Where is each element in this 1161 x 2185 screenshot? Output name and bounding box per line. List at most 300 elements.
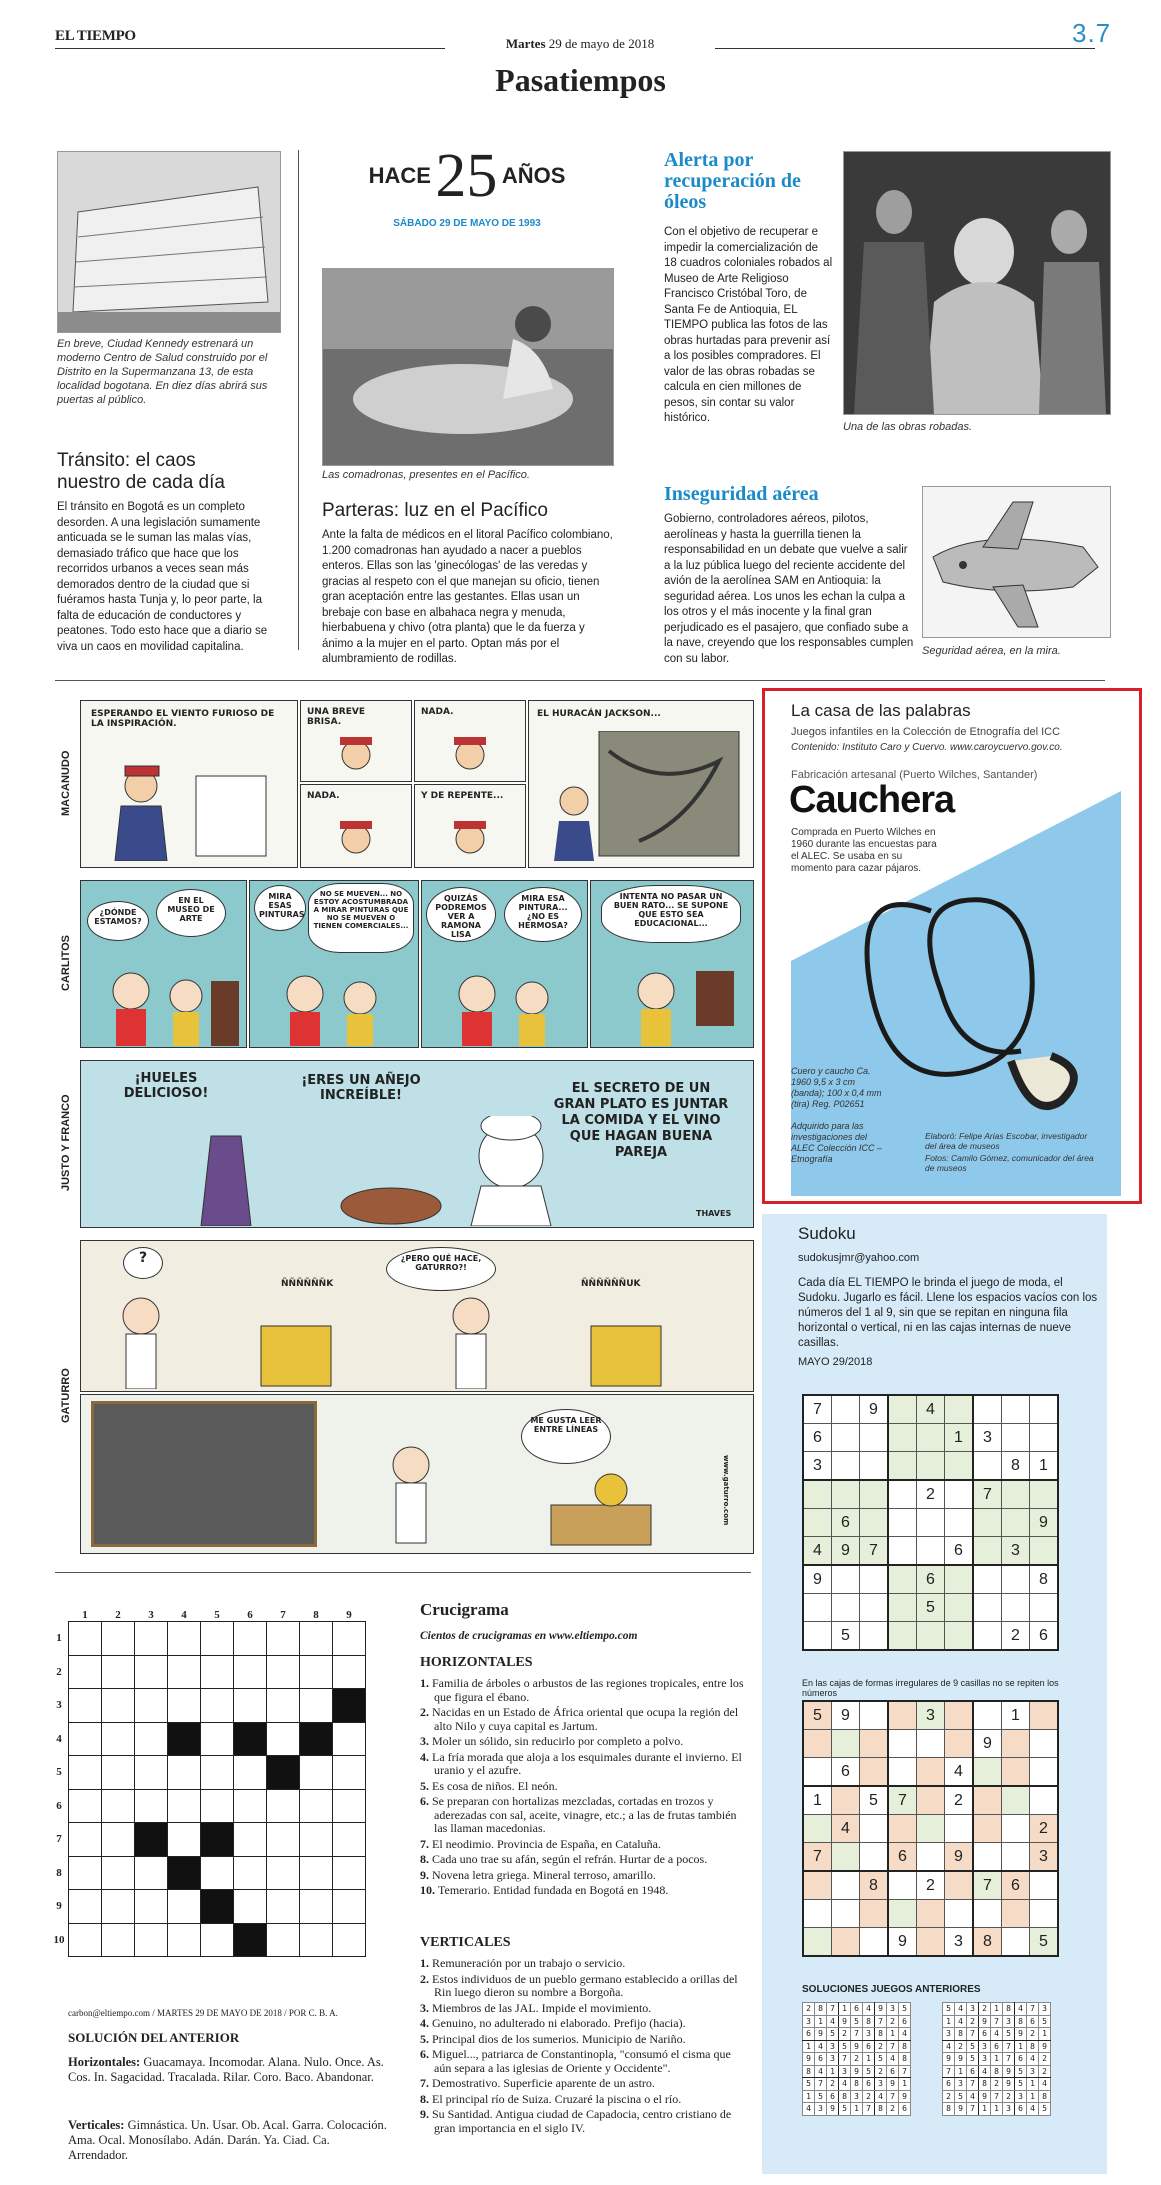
sudoku-cell[interactable] xyxy=(973,1452,1002,1481)
sudoku-cell[interactable]: 2 xyxy=(945,1786,974,1815)
crossword-cell[interactable] xyxy=(135,1856,168,1890)
sudoku-cell[interactable]: 2 xyxy=(1002,1622,1030,1651)
sudoku-cell[interactable]: 6 xyxy=(803,1424,832,1452)
solution-cell: 3 xyxy=(863,2028,875,2041)
sudoku-cell[interactable] xyxy=(803,1730,832,1758)
sudoku-cell[interactable] xyxy=(888,1509,917,1537)
sudoku-cell[interactable] xyxy=(917,1758,945,1787)
clue-number: 6. xyxy=(420,1794,432,1808)
sudoku-cell[interactable]: 6 xyxy=(1030,1622,1059,1651)
sudoku-cell[interactable] xyxy=(917,1509,945,1537)
solution-cell: 8 xyxy=(803,2065,815,2078)
crossword-cell[interactable] xyxy=(135,1789,168,1823)
sudoku-cell[interactable] xyxy=(860,1509,889,1537)
crossword-cell[interactable] xyxy=(300,1789,333,1823)
crossword-row-number: 2 xyxy=(56,1665,62,1678)
sudoku-cell[interactable] xyxy=(888,1758,917,1787)
crossword-grid[interactable] xyxy=(50,1605,366,1957)
sudoku-cell[interactable] xyxy=(973,1509,1002,1537)
sudoku-cell[interactable] xyxy=(1002,1815,1030,1843)
sudoku-cell[interactable] xyxy=(832,1594,860,1622)
sudoku-cell[interactable]: 3 xyxy=(945,1928,974,1957)
sudoku-cell[interactable]: 7 xyxy=(803,1395,832,1424)
sudoku-cell[interactable]: 3 xyxy=(973,1424,1002,1452)
sudoku-cell[interactable]: 3 xyxy=(1002,1537,1030,1566)
justo-bubble-1: ¡HUELES DELICIOSO! xyxy=(123,1071,209,1101)
crossword-cell[interactable] xyxy=(333,1622,366,1656)
sudoku-cell[interactable] xyxy=(1030,1594,1059,1622)
crossword-row xyxy=(50,1789,366,1823)
sudoku-cell[interactable]: 6 xyxy=(917,1565,945,1594)
sudoku-cell[interactable]: 9 xyxy=(888,1928,917,1957)
sudoku-cell[interactable] xyxy=(888,1424,917,1452)
sudoku-cell[interactable]: 5 xyxy=(832,1622,860,1651)
solution-cell: 7 xyxy=(815,2078,827,2091)
crossword-cell[interactable] xyxy=(333,1923,366,1957)
sudoku-row xyxy=(803,1395,1058,1424)
clue-text: Familia de árboles o arbustos de las regiones tropicales, entre los que figura el ébano. xyxy=(432,1676,744,1704)
sudoku-cell[interactable] xyxy=(945,1565,974,1594)
crossword-cell[interactable] xyxy=(69,1622,102,1656)
crossword-cell[interactable] xyxy=(267,1655,300,1689)
sudoku-cell[interactable] xyxy=(860,1928,889,1957)
crossword-cell[interactable] xyxy=(168,1890,201,1924)
sudoku-cell[interactable] xyxy=(888,1480,917,1509)
crossword-col-number: 2 xyxy=(115,1609,121,1621)
sudoku-row xyxy=(803,1815,1058,1843)
sudoku-cell[interactable]: 4 xyxy=(803,1537,832,1566)
sudoku-cell[interactable] xyxy=(917,1786,945,1815)
crossword-cell[interactable] xyxy=(135,1722,168,1756)
justo-label: JUSTO Y FRANCO xyxy=(60,1094,72,1192)
sudoku-cell[interactable] xyxy=(832,1871,860,1900)
crossword-cell[interactable] xyxy=(267,1823,300,1857)
sudoku-cell[interactable] xyxy=(803,1480,832,1509)
sudoku-cell[interactable] xyxy=(860,1843,889,1872)
sudoku-cell[interactable] xyxy=(945,1900,974,1928)
crossword-cell[interactable] xyxy=(234,1856,267,1890)
sudoku-cell[interactable] xyxy=(888,1730,917,1758)
crossword-cell[interactable] xyxy=(168,1789,201,1823)
solution-cell: 1 xyxy=(815,2015,827,2028)
sudoku-cell[interactable] xyxy=(1002,1928,1030,1957)
crossword-cell[interactable] xyxy=(102,1722,135,1756)
sudoku-cell[interactable] xyxy=(860,1565,889,1594)
sudoku-cell[interactable]: 5 xyxy=(860,1786,889,1815)
sudoku-cell[interactable]: 4 xyxy=(832,1815,860,1843)
solution-cell: 9 xyxy=(1003,2078,1015,2091)
sudoku-cell[interactable] xyxy=(860,1452,889,1481)
crossword-cell[interactable] xyxy=(267,1622,300,1656)
sudoku-cell[interactable] xyxy=(832,1452,860,1481)
crossword-cell[interactable] xyxy=(135,1890,168,1924)
sudoku-cell[interactable]: 6 xyxy=(1002,1871,1030,1900)
sudoku-cell[interactable] xyxy=(973,1843,1002,1872)
crossword-cell[interactable] xyxy=(300,1622,333,1656)
crossword-black-cell xyxy=(168,1722,201,1756)
sudoku-cell[interactable] xyxy=(888,1900,917,1928)
crossword-cell[interactable] xyxy=(300,1923,333,1957)
sudoku-cell[interactable] xyxy=(832,1424,860,1452)
crossword-cell[interactable] xyxy=(102,1856,135,1890)
crossword-cell[interactable] xyxy=(300,1689,333,1723)
sudoku-cell[interactable]: 5 xyxy=(917,1594,945,1622)
sudoku-cell[interactable] xyxy=(1002,1509,1030,1537)
sudoku-cell[interactable]: 7 xyxy=(803,1843,832,1872)
sudoku-cell[interactable]: 3 xyxy=(917,1701,945,1730)
sudoku-cell[interactable] xyxy=(860,1900,889,1928)
sudoku-cell[interactable] xyxy=(973,1815,1002,1843)
sudoku-cell[interactable] xyxy=(1002,1900,1030,1928)
sudoku-cell[interactable] xyxy=(803,1928,832,1957)
sudoku-cell[interactable] xyxy=(803,1594,832,1622)
sudoku-cell[interactable] xyxy=(945,1815,974,1843)
solution-cell: 3 xyxy=(943,2028,955,2041)
sudoku-cell[interactable]: 1 xyxy=(803,1786,832,1815)
sudoku-cell[interactable]: 9 xyxy=(945,1843,974,1872)
sudoku-cell[interactable] xyxy=(945,1730,974,1758)
sudoku-cell[interactable] xyxy=(1030,1900,1059,1928)
sudoku-cell[interactable] xyxy=(1030,1871,1059,1900)
sudoku-cell[interactable]: 7 xyxy=(860,1537,889,1566)
sudoku-cell[interactable] xyxy=(973,1758,1002,1787)
clue-text: Su Santidad. Antigua ciudad de Capadocia, centro cristiano de gran importancia en el siglo IV. xyxy=(432,2107,732,2135)
sudoku-cell[interactable] xyxy=(1002,1758,1030,1787)
solution-cell: 7 xyxy=(1003,2040,1015,2053)
crossword-cell[interactable] xyxy=(300,1756,333,1790)
sudoku-cell[interactable] xyxy=(803,1900,832,1928)
crossword-cell[interactable] xyxy=(102,1689,135,1723)
sudoku-cell[interactable] xyxy=(860,1480,889,1509)
sudoku-cell[interactable] xyxy=(945,1395,974,1424)
solution-cell: 9 xyxy=(1015,2028,1027,2041)
crossword-cell[interactable] xyxy=(234,1655,267,1689)
sudoku-cell[interactable] xyxy=(832,1395,860,1424)
crossword-row-number: 10 xyxy=(53,1933,65,1946)
crossword-cell[interactable] xyxy=(69,1689,102,1723)
crossword-cell[interactable] xyxy=(69,1923,102,1957)
sudoku-cell[interactable] xyxy=(888,1452,917,1481)
sudoku-cell[interactable] xyxy=(888,1565,917,1594)
sudoku-cell[interactable] xyxy=(888,1537,917,1566)
sudoku-cell[interactable]: 7 xyxy=(888,1786,917,1815)
sudoku-cell[interactable] xyxy=(860,1622,889,1651)
crossword-cell[interactable] xyxy=(168,1756,201,1790)
crossword-cell[interactable] xyxy=(201,1789,234,1823)
solution-cell: 9 xyxy=(815,2028,827,2041)
crossword-cell[interactable] xyxy=(333,1789,366,1823)
crossword-cell[interactable] xyxy=(69,1756,102,1790)
sudoku-cell[interactable] xyxy=(1002,1730,1030,1758)
crossword-cell[interactable] xyxy=(201,1689,234,1723)
crossword-cell[interactable] xyxy=(333,1722,366,1756)
clue-text: Remuneración por un trabajo o servicio. xyxy=(432,1956,626,1970)
crossword-cell[interactable] xyxy=(234,1689,267,1723)
sudoku-cell[interactable] xyxy=(803,1871,832,1900)
crossword-row-number: 4 xyxy=(56,1732,62,1745)
hace-number: 25 xyxy=(435,142,498,210)
sudoku-cell[interactable] xyxy=(860,1701,889,1730)
sudoku-cell[interactable] xyxy=(917,1843,945,1872)
sudoku-cell[interactable] xyxy=(1002,1480,1030,1509)
sudoku-cell[interactable] xyxy=(860,1730,889,1758)
crossword-cell[interactable] xyxy=(102,1890,135,1924)
sudoku-cell[interactable] xyxy=(1030,1786,1059,1815)
sudoku-cell[interactable]: 8 xyxy=(1030,1565,1059,1594)
sudoku-cell[interactable]: 9 xyxy=(1030,1509,1059,1537)
crossword-row-number: 8 xyxy=(56,1866,62,1879)
crossword-cell[interactable] xyxy=(201,1856,234,1890)
solution-cell: 4 xyxy=(955,2003,967,2016)
solution-cell: 6 xyxy=(899,2103,911,2116)
crossword-cell[interactable] xyxy=(201,1722,234,1756)
solution-cell: 8 xyxy=(1039,2090,1051,2103)
crossword-cell[interactable] xyxy=(234,1823,267,1857)
sudoku-cell[interactable] xyxy=(917,1815,945,1843)
crossword-cell[interactable] xyxy=(69,1789,102,1823)
crossword-cell[interactable] xyxy=(234,1622,267,1656)
sudoku-cell[interactable] xyxy=(945,1452,974,1481)
sudoku-cell[interactable] xyxy=(888,1701,917,1730)
sudoku-cell[interactable] xyxy=(832,1730,860,1758)
crossword-cell[interactable] xyxy=(168,1923,201,1957)
crossword-cell[interactable] xyxy=(102,1923,135,1957)
casa-origin: Fabricación artesanal (Puerto Wilches, Santander) xyxy=(791,769,1038,781)
crossword-row-number: 5 xyxy=(56,1766,62,1779)
sudoku-cell[interactable]: 5 xyxy=(1030,1928,1059,1957)
crossword-cell[interactable] xyxy=(300,1890,333,1924)
sudoku-cell[interactable]: 6 xyxy=(945,1537,974,1566)
crossword-cell[interactable] xyxy=(102,1823,135,1857)
sudoku-cell[interactable] xyxy=(945,1701,974,1730)
crossword-cell[interactable] xyxy=(135,1655,168,1689)
sudoku-cell[interactable] xyxy=(832,1786,860,1815)
sudoku-cell[interactable]: 8 xyxy=(973,1928,1002,1957)
crossword-cell[interactable] xyxy=(267,1890,300,1924)
solution-cell: 9 xyxy=(899,2090,911,2103)
sudoku-cell[interactable]: 5 xyxy=(803,1701,832,1730)
clue-number: 10. xyxy=(420,1883,438,1897)
casa-description: Comprada en Puerto Wilches en 1960 durante las encuestas para el ALEC. Se usaba en su momento para cazar pájaros. xyxy=(791,827,937,874)
crossword-cell[interactable] xyxy=(333,1856,366,1890)
sudoku-cell[interactable] xyxy=(860,1424,889,1452)
sudoku-cell[interactable]: 1 xyxy=(1002,1701,1030,1730)
crossword-cell[interactable] xyxy=(168,1622,201,1656)
sudoku-cell[interactable] xyxy=(973,1701,1002,1730)
crossword-cell[interactable] xyxy=(201,1655,234,1689)
sudoku-cell[interactable] xyxy=(1002,1424,1030,1452)
sudoku-cell[interactable]: 6 xyxy=(888,1843,917,1872)
solution-cell: 5 xyxy=(839,2040,851,2053)
crossword-cell[interactable] xyxy=(300,1856,333,1890)
sudoku-cell[interactable] xyxy=(803,1622,832,1651)
sudoku-cell[interactable] xyxy=(945,1509,974,1537)
solution-cell: 1 xyxy=(991,2103,1003,2116)
macanudo-text-3: NADA. xyxy=(421,707,454,717)
sudoku-cell[interactable] xyxy=(888,1871,917,1900)
crossword-cell[interactable] xyxy=(267,1789,300,1823)
sudoku-grid-irregular[interactable] xyxy=(802,1700,1059,1957)
sudoku-cell[interactable] xyxy=(832,1928,860,1957)
sudoku-cell[interactable] xyxy=(945,1622,974,1651)
sudoku-cell[interactable]: 9 xyxy=(832,1537,860,1566)
sudoku-cell[interactable] xyxy=(945,1480,974,1509)
sudoku-cell[interactable] xyxy=(973,1594,1002,1622)
sudoku-cell[interactable] xyxy=(973,1395,1002,1424)
sudoku-cell[interactable] xyxy=(917,1928,945,1957)
crossword-cell[interactable] xyxy=(135,1756,168,1790)
crossword-cell[interactable] xyxy=(234,1890,267,1924)
crossword-cell[interactable] xyxy=(201,1756,234,1790)
sudoku-cell[interactable] xyxy=(1030,1480,1059,1509)
sudoku-cell[interactable] xyxy=(1002,1565,1030,1594)
airplane-cartoon xyxy=(922,486,1111,638)
crossword-cell[interactable] xyxy=(135,1689,168,1723)
crossword-cell[interactable] xyxy=(300,1823,333,1857)
sudoku-cell[interactable] xyxy=(1002,1395,1030,1424)
sudoku-cell[interactable] xyxy=(917,1730,945,1758)
crossword-cell[interactable] xyxy=(267,1722,300,1756)
crossword-row xyxy=(50,1722,366,1756)
crossword-cell[interactable] xyxy=(69,1722,102,1756)
sudoku-cell[interactable]: 9 xyxy=(860,1395,889,1424)
crossword-cell[interactable] xyxy=(267,1856,300,1890)
sudoku-cell[interactable] xyxy=(1030,1701,1059,1730)
crossword-cell[interactable] xyxy=(135,1622,168,1656)
hace-header xyxy=(322,142,612,215)
sudoku-cell[interactable] xyxy=(860,1815,889,1843)
sudoku-cell[interactable]: 6 xyxy=(832,1758,860,1787)
sudoku-cell[interactable]: 3 xyxy=(1030,1843,1059,1872)
crossword-cell[interactable] xyxy=(102,1655,135,1689)
sudoku-cell[interactable] xyxy=(803,1758,832,1787)
sudoku-cell[interactable]: 7 xyxy=(973,1480,1002,1509)
sudoku-cell[interactable]: 9 xyxy=(973,1730,1002,1758)
crossword-cell[interactable] xyxy=(234,1756,267,1790)
sudoku-cell[interactable] xyxy=(803,1509,832,1537)
sudoku-cell[interactable]: 2 xyxy=(917,1871,945,1900)
sudoku-cell[interactable]: 8 xyxy=(860,1871,889,1900)
crossword-cell[interactable] xyxy=(333,1756,366,1790)
sudoku-cell[interactable] xyxy=(832,1565,860,1594)
sudoku-cell[interactable] xyxy=(1002,1594,1030,1622)
crossword-cell[interactable] xyxy=(168,1655,201,1689)
clue-number: 4. xyxy=(420,1749,432,1764)
crossword-cell[interactable] xyxy=(267,1689,300,1723)
crossword-cell[interactable] xyxy=(102,1789,135,1823)
sudoku-cell[interactable]: 4 xyxy=(917,1395,945,1424)
sudoku-cell[interactable] xyxy=(1030,1730,1059,1758)
sudoku-cell[interactable]: 9 xyxy=(803,1565,832,1594)
sudoku-cell[interactable] xyxy=(860,1594,889,1622)
crossword-cell[interactable] xyxy=(168,1823,201,1857)
solution-cell: 8 xyxy=(1015,2015,1027,2028)
sudoku-cell[interactable] xyxy=(973,1786,1002,1815)
sudoku-cell[interactable] xyxy=(1002,1786,1030,1815)
sudoku-cell[interactable] xyxy=(832,1480,860,1509)
sudoku-cell[interactable] xyxy=(973,1537,1002,1566)
crossword-cell[interactable] xyxy=(300,1655,333,1689)
sudoku-cell[interactable] xyxy=(888,1594,917,1622)
sudoku-cell[interactable]: 9 xyxy=(832,1701,860,1730)
crossword-cell[interactable] xyxy=(69,1856,102,1890)
sudoku-cell[interactable] xyxy=(973,1900,1002,1928)
solution-cell: 1 xyxy=(839,2003,851,2016)
crossword-cell[interactable] xyxy=(69,1823,102,1857)
comadronas-photo xyxy=(322,268,614,466)
sudoku-cell[interactable] xyxy=(917,1452,945,1481)
crossword-cell[interactable] xyxy=(333,1890,366,1924)
sudoku-cell[interactable] xyxy=(888,1622,917,1651)
sudoku-cell[interactable] xyxy=(1030,1424,1059,1452)
sudoku-cell[interactable]: 1 xyxy=(1030,1452,1059,1481)
crossword-cell[interactable] xyxy=(333,1655,366,1689)
sudoku-cell[interactable] xyxy=(945,1594,974,1622)
sudoku-cell[interactable] xyxy=(832,1900,860,1928)
sudoku-cell[interactable]: 4 xyxy=(945,1758,974,1787)
sudoku-cell[interactable] xyxy=(860,1758,889,1787)
casa-contenido: Contenido: Instituto Caro y Cuervo. www.caroycuervo.gov.co. xyxy=(791,742,1063,753)
sudoku-cell[interactable] xyxy=(888,1815,917,1843)
sudoku-cell[interactable] xyxy=(1030,1395,1059,1424)
sudoku-cell[interactable] xyxy=(917,1900,945,1928)
crossword-cell[interactable] xyxy=(201,1622,234,1656)
crossword-cell[interactable] xyxy=(168,1689,201,1723)
sudoku-cell[interactable] xyxy=(945,1871,974,1900)
sudoku-cell[interactable] xyxy=(1030,1537,1059,1566)
newspaper-brand: EL TIEMPO xyxy=(55,28,136,44)
crossword-cell[interactable] xyxy=(201,1923,234,1957)
sudoku-cell[interactable]: 2 xyxy=(917,1480,945,1509)
crossword-cell[interactable] xyxy=(69,1890,102,1924)
crossword-cell[interactable] xyxy=(69,1655,102,1689)
solution-cell: 8 xyxy=(955,2028,967,2041)
sudoku-cell[interactable]: 7 xyxy=(973,1871,1002,1900)
sudoku-row xyxy=(803,1537,1058,1566)
sudoku-cell[interactable] xyxy=(973,1565,1002,1594)
solutions-title: SOLUCIONES JUEGOS ANTERIORES xyxy=(802,1984,981,1995)
sudoku-cell[interactable]: 6 xyxy=(832,1509,860,1537)
crossword-cell[interactable] xyxy=(102,1622,135,1656)
sudoku-cell[interactable] xyxy=(1002,1843,1030,1872)
crossword-cell[interactable] xyxy=(102,1756,135,1790)
sudoku-cell[interactable]: 1 xyxy=(945,1424,974,1452)
sudoku-cell[interactable]: 2 xyxy=(1030,1815,1059,1843)
sudoku-cell[interactable] xyxy=(803,1815,832,1843)
sudoku-cell[interactable] xyxy=(973,1622,1002,1651)
crossword-row-number: 3 xyxy=(56,1699,62,1712)
sudoku-cell[interactable]: 3 xyxy=(803,1452,832,1481)
crossword-col-number: 5 xyxy=(214,1609,220,1621)
crossword-cell[interactable] xyxy=(234,1789,267,1823)
crossword-cell[interactable] xyxy=(135,1923,168,1957)
horizontal-clue xyxy=(420,1735,745,1749)
sudoku-cell[interactable] xyxy=(917,1424,945,1452)
crossword-cell[interactable] xyxy=(333,1823,366,1857)
crossword-cell[interactable] xyxy=(267,1923,300,1957)
dateline xyxy=(445,36,715,52)
solution-cell: 5 xyxy=(1039,2015,1051,2028)
sudoku-cell[interactable] xyxy=(832,1843,860,1872)
casa-palabras-box xyxy=(762,688,1142,1204)
sudoku-grid-classic[interactable] xyxy=(802,1394,1059,1651)
gaturro-strip xyxy=(80,1240,752,1552)
sudoku-cell[interactable] xyxy=(917,1622,945,1651)
sudoku-cell[interactable] xyxy=(917,1537,945,1566)
sudoku-cell[interactable] xyxy=(888,1395,917,1424)
sudoku-cell[interactable] xyxy=(1030,1758,1059,1787)
sudoku-cell[interactable]: 8 xyxy=(1002,1452,1030,1481)
